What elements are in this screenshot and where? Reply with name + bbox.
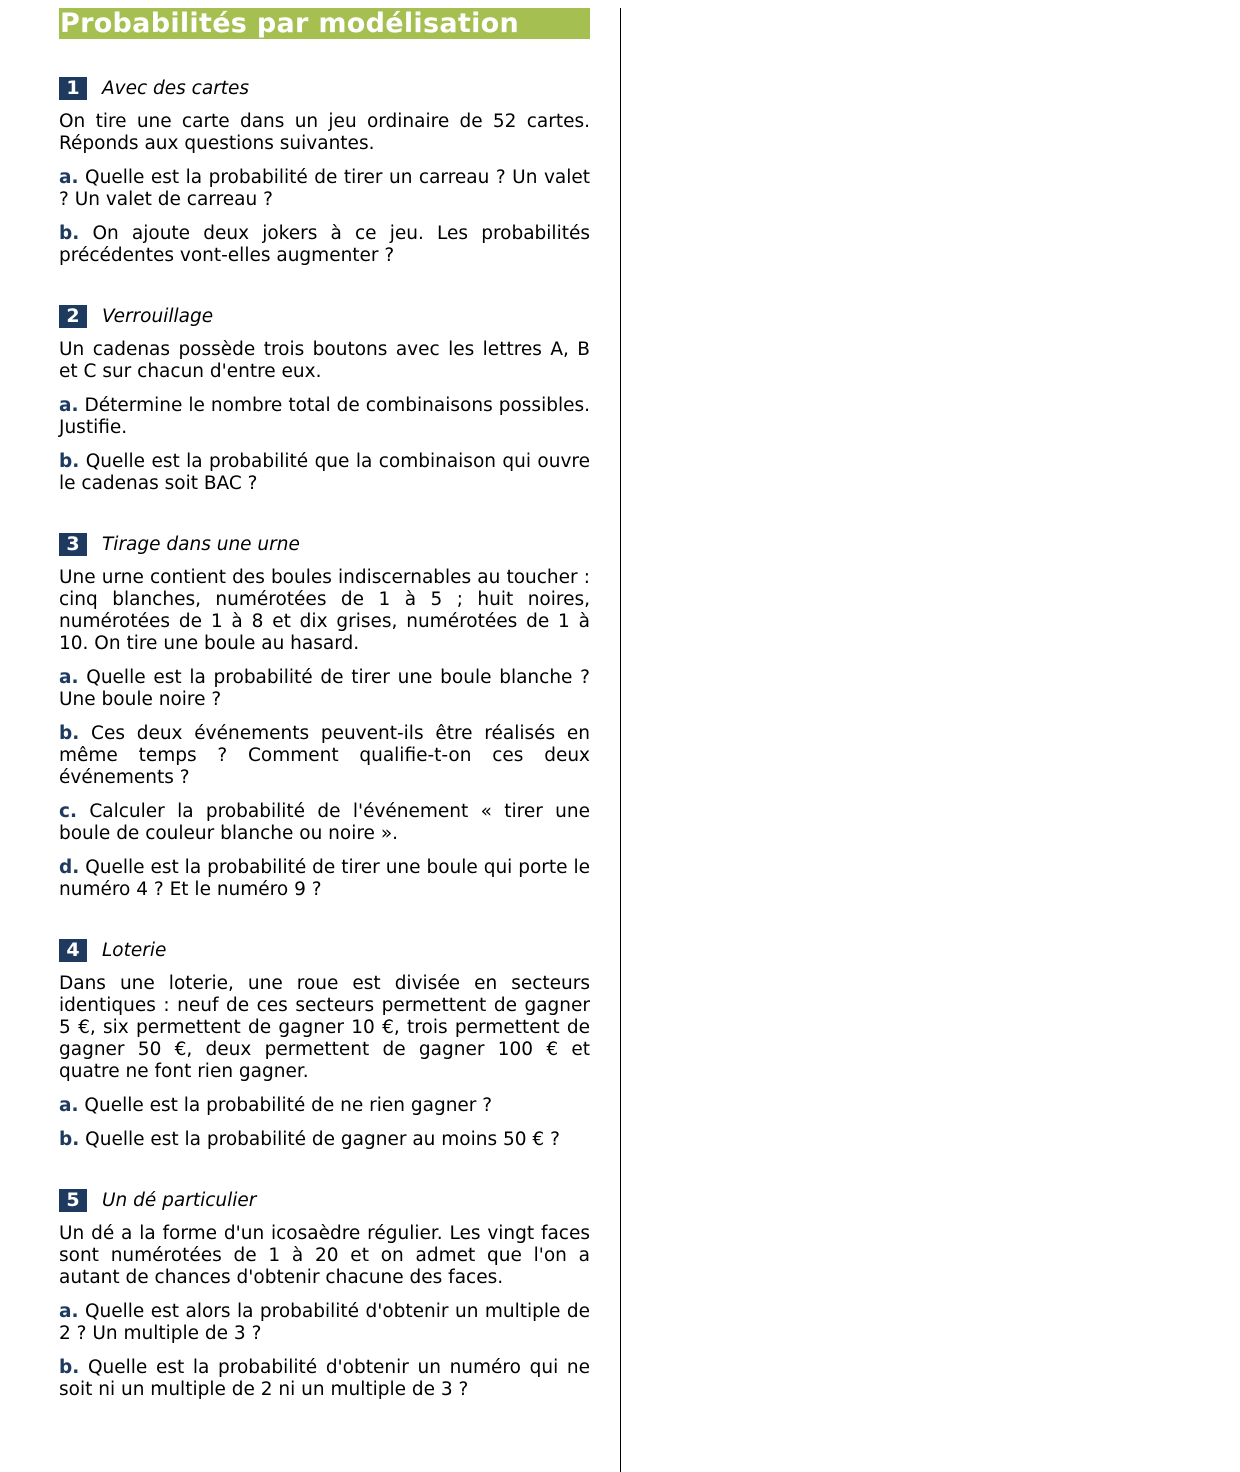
- exercise-intro: Une urne contient des boules indiscernables au toucher : cinq blanches, numérotées de 1 à 5 ; huit noires, numérotées de 1 à 8 et dix grises, numérotées de 1 à 10. On tire une boule au hasard.: [59, 567, 590, 654]
- exercise-intro: Un cadenas possède trois boutons avec les lettres A, B et C sur chacun d'entre eux.: [59, 339, 590, 382]
- question: [59, 667, 590, 711]
- question: [59, 395, 590, 439]
- question-label: d.: [59, 857, 80, 878]
- question-text: Calculer la probabilité de l'événement « tirer une boule de couleur blanche ou noire ».: [59, 801, 590, 844]
- exercise-header: [59, 304, 590, 328]
- question-label: b.: [59, 1357, 80, 1378]
- exercise-title: Verrouillage: [102, 305, 214, 327]
- exercise-intro: Dans une loterie, une roue est divisée en secteurs identiques : neuf de ces secteurs permettent de gagner 5 €, six permettent de gagner 10 €, trois permettent de gagner 50 €, deux permettent de gagner 100 € et quatre ne font rien gagner.: [59, 973, 590, 1082]
- question-label: a.: [59, 167, 79, 188]
- question: [59, 857, 590, 901]
- question-text: Quelle est la probabilité de tirer une boule qui porte le numéro 4 ? Et le numéro 9 ?: [59, 857, 590, 900]
- question-text: Ces deux événements peuvent-ils être réalisés en même temps ? Comment qualifie-t-on ces deux événements ?: [59, 723, 590, 788]
- exercise-header: [59, 938, 590, 962]
- question: [59, 723, 590, 789]
- question: [59, 167, 590, 211]
- question-label: b.: [59, 451, 80, 472]
- question-label: b.: [59, 1129, 80, 1150]
- question: [59, 801, 590, 845]
- exercise-header: [59, 1188, 590, 1212]
- question-text: Détermine le nombre total de combinaisons possibles. Justifie.: [59, 395, 590, 438]
- question: [59, 1129, 590, 1151]
- question-label: b.: [59, 223, 80, 244]
- exercise-4: [59, 938, 590, 1151]
- exercise-title: Un dé particulier: [102, 1189, 257, 1211]
- question: [59, 451, 590, 495]
- exercise-5: [59, 1188, 590, 1401]
- exercise-number: 2: [59, 305, 87, 328]
- exercise-title: Avec des cartes: [102, 77, 250, 99]
- exercise-title: Loterie: [102, 939, 167, 961]
- question: [59, 1357, 590, 1401]
- question-label: a.: [59, 667, 79, 688]
- question-text: Quelle est la probabilité de tirer une boule blanche ? Une boule noire ?: [59, 667, 590, 710]
- exercise-3: [59, 532, 590, 901]
- question-text: Quelle est la probabilité d'obtenir un numéro qui ne soit ni un multiple de 2 ni un multiple de 3 ?: [59, 1357, 590, 1400]
- exercise-2: [59, 304, 590, 495]
- question-label: a.: [59, 1301, 79, 1322]
- exercise-1: [59, 76, 590, 267]
- exercise-number: 4: [59, 939, 87, 962]
- column-divider: [620, 8, 621, 1472]
- question: [59, 1095, 590, 1117]
- exercise-header: [59, 76, 590, 100]
- exercise-intro: Un dé a la forme d'un icosaèdre régulier. Les vingt faces sont numérotées de 1 à 20 et on admet que l'on a autant de chances d'obtenir chacune des faces.: [59, 1223, 590, 1288]
- page-title: Probabilités par modélisation: [59, 8, 590, 39]
- exercise-header: [59, 532, 590, 556]
- question-label: c.: [59, 801, 77, 822]
- question: [59, 1301, 590, 1345]
- exercise-number: 3: [59, 533, 87, 556]
- question-text: Quelle est alors la probabilité d'obtenir un multiple de 2 ? Un multiple de 3 ?: [59, 1301, 591, 1344]
- question: [59, 223, 590, 267]
- exercise-number: 5: [59, 1189, 87, 1212]
- question-text: Quelle est la probabilité que la combinaison qui ouvre le cadenas soit BAC ?: [59, 451, 590, 494]
- question-label: a.: [59, 395, 79, 416]
- question-text: Quelle est la probabilité de gagner au moins 50 € ?: [85, 1129, 560, 1150]
- left-column: [59, 8, 590, 1401]
- exercise-intro: On tire une carte dans un jeu ordinaire de 52 cartes. Réponds aux questions suivantes.: [59, 111, 590, 154]
- exercise-number: 1: [59, 77, 87, 100]
- question-text: Quelle est la probabilité de ne rien gagner ?: [84, 1095, 493, 1116]
- question-text: Quelle est la probabilité de tirer un carreau ? Un valet ? Un valet de carreau ?: [59, 167, 590, 210]
- exercise-title: Tirage dans une urne: [102, 533, 300, 555]
- question-text: On ajoute deux jokers à ce jeu. Les probabilités précédentes vont-elles augmenter ?: [59, 223, 590, 266]
- question-label: b.: [59, 723, 80, 744]
- question-label: a.: [59, 1095, 79, 1116]
